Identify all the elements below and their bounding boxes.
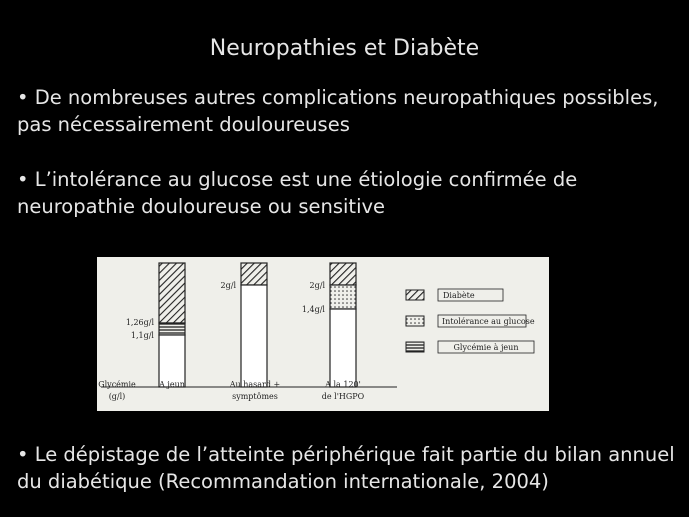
diagram-canvas (97, 257, 549, 411)
bullet-1: • De nombreuses autres complications neuropathiques possibles, pas nécessairement douloureuses (17, 86, 659, 136)
bullet-2: • L’intolérance au glucose est une étiologie confirmée de neuropathie douloureuse ou sensitive (17, 168, 578, 218)
threshold-label: 1,4g/l (301, 305, 325, 314)
y-axis-unit: (g/l) (108, 392, 126, 401)
bar-label: A la 120' (325, 380, 361, 389)
bar-hgpo (330, 263, 356, 387)
threshold-label: 2g/l (220, 281, 236, 290)
bar-label: symptômes (232, 392, 278, 401)
legend-label: Glycémie à jeun (453, 343, 519, 352)
bar-label: Au hasard + (229, 380, 281, 389)
legend-intolerance (406, 315, 535, 327)
bar-a-jeun (159, 263, 185, 387)
bullet-3: • Le dépistage de l’atteinte périphérique fait partie du bilan annuel du diabétique (Recommandation internationale, 2004) (17, 443, 675, 493)
glycemia-diagram (97, 257, 549, 411)
bar-label: de l'HGPO (321, 392, 365, 401)
page-title: Neuropathies et Diabète (209, 36, 480, 61)
threshold-label: 1,1g/l (130, 331, 154, 340)
legend-glycemie-jeun (406, 341, 534, 353)
threshold-label: 1,26g/l (125, 318, 154, 327)
threshold-label: 2g/l (309, 281, 325, 290)
legend-label: Diabète (443, 291, 475, 300)
bar-au-hasard (241, 263, 267, 387)
legend-diabete (406, 289, 503, 301)
legend-label: Intolérance au glucose (442, 317, 535, 326)
bar-label: A jeun (159, 380, 185, 389)
y-axis-label: Glycémie (98, 380, 136, 389)
